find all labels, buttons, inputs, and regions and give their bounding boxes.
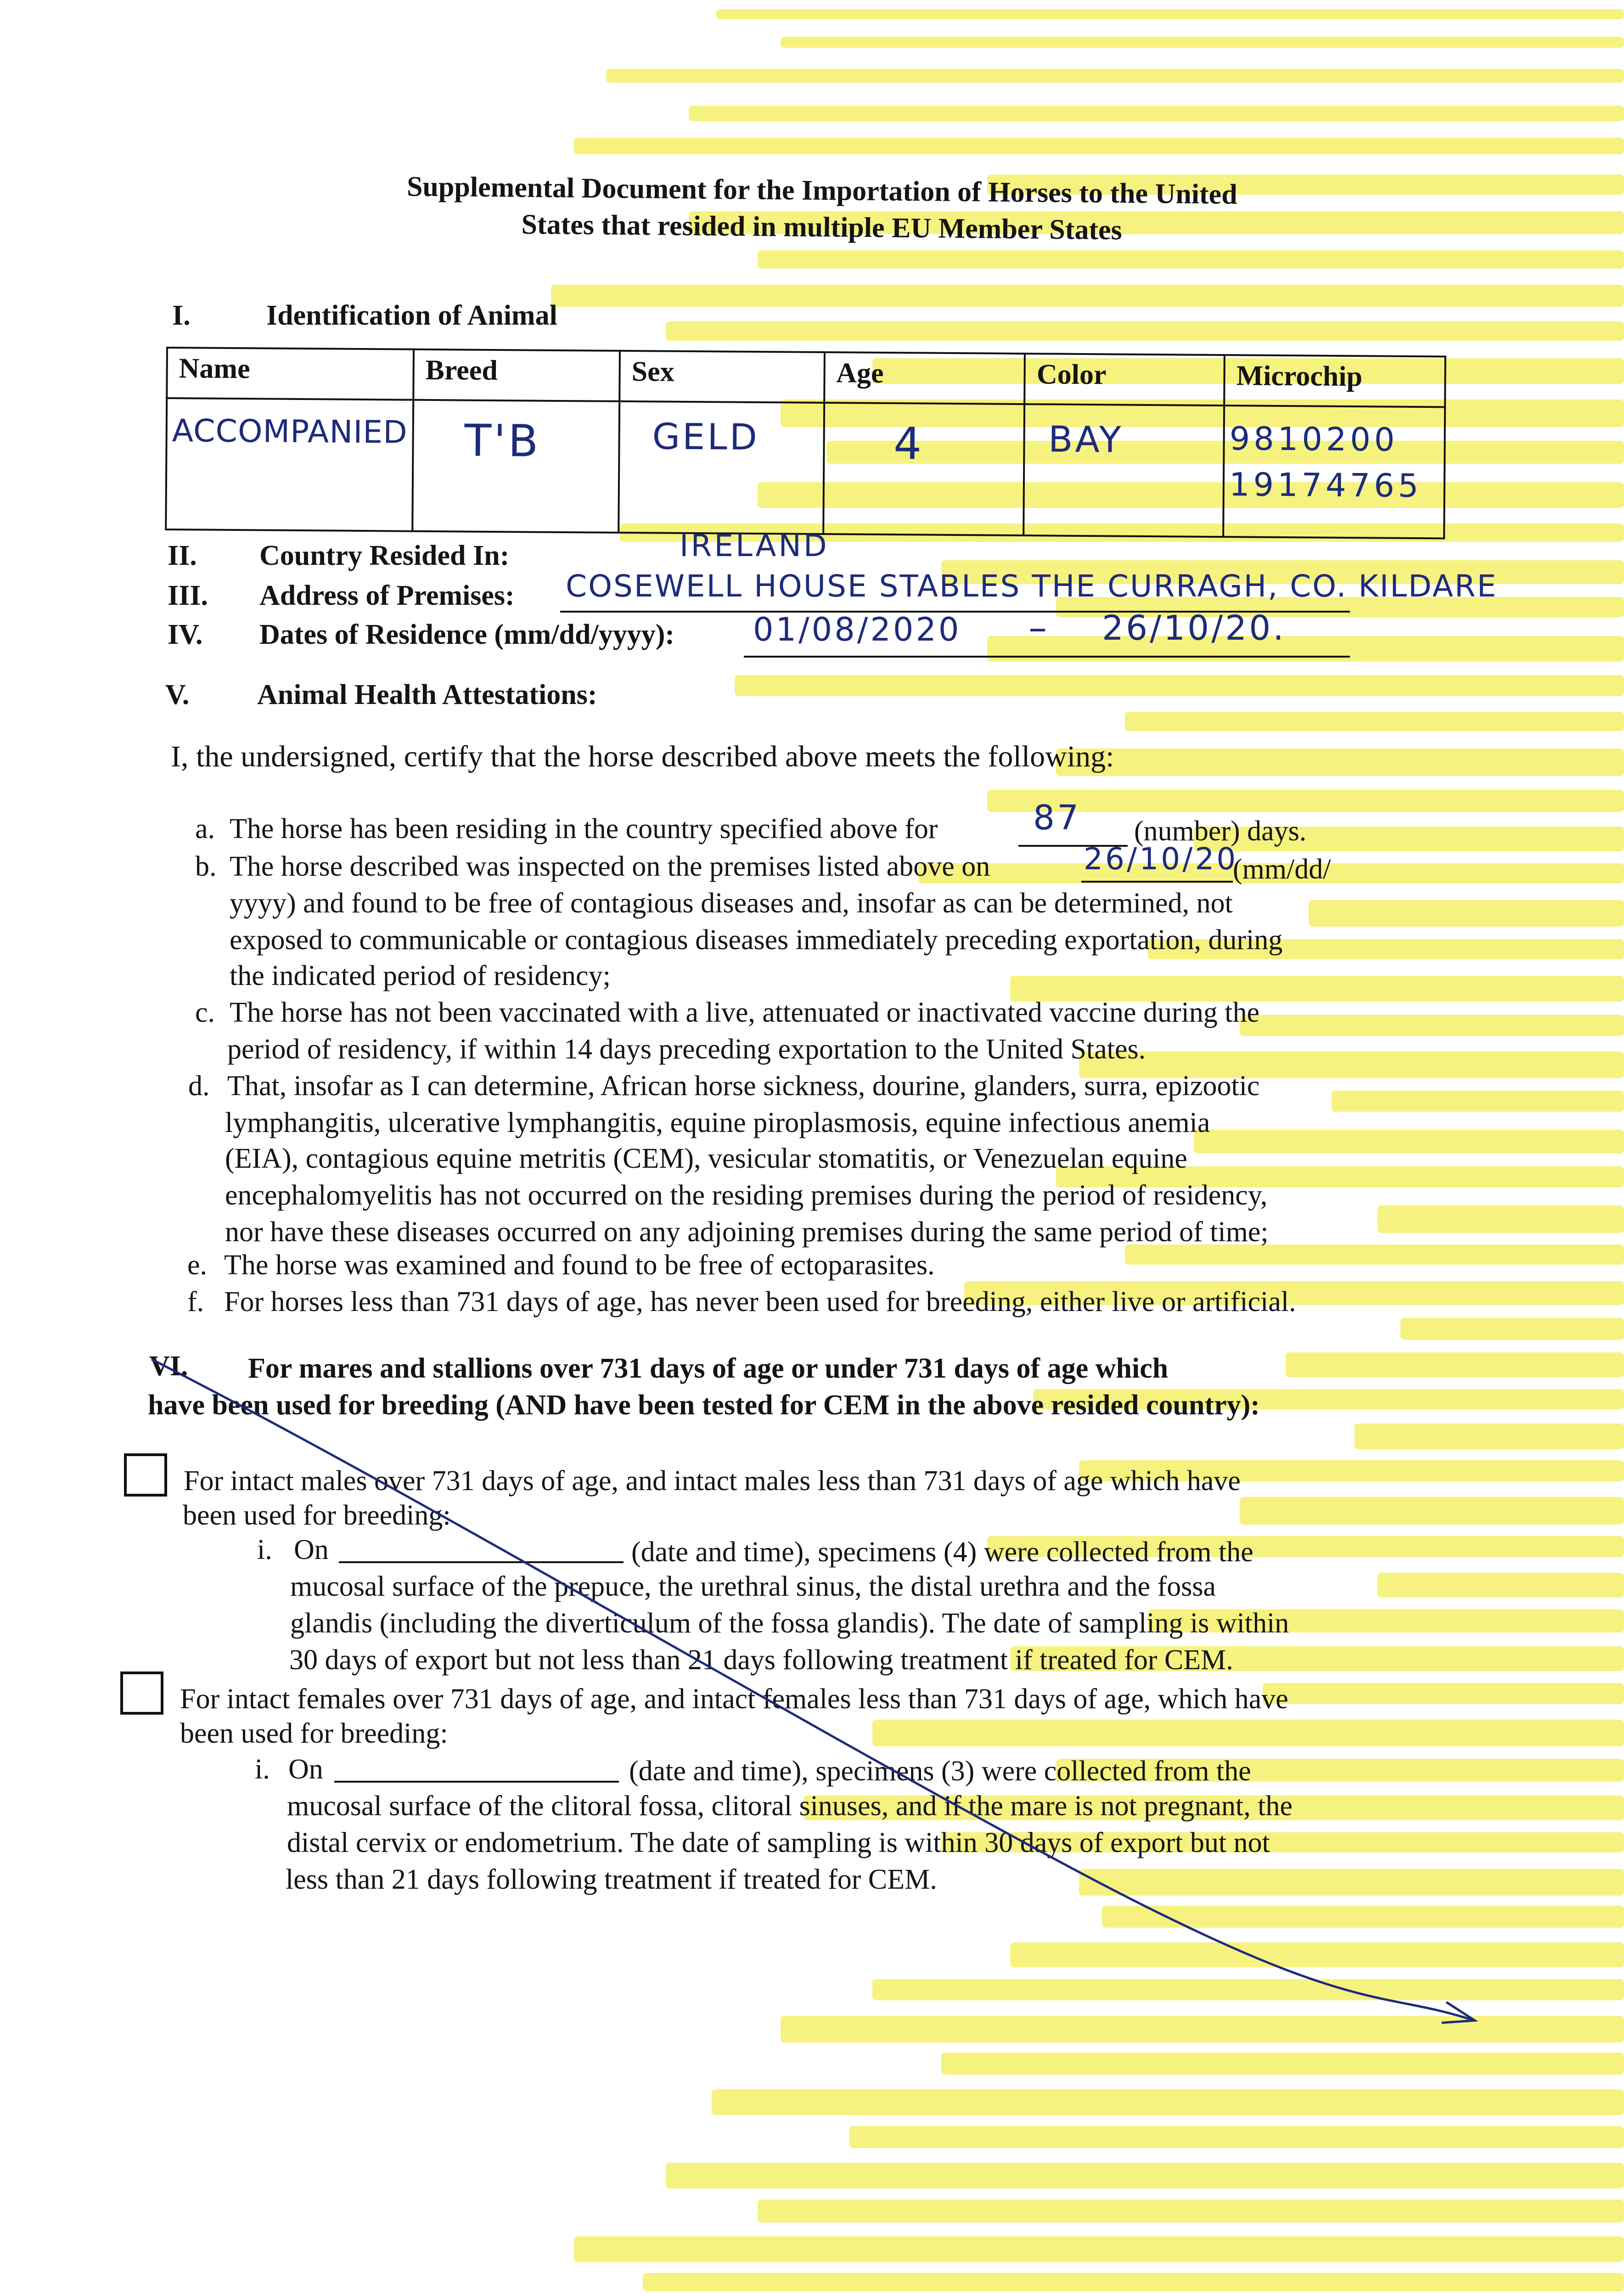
section-iii-label: Address of Premises: — [259, 580, 515, 611]
females-line-1: For intact females over 731 days of age, and intact females less than 731 days of age, which have — [180, 1683, 1288, 1715]
item-b-line-4: the indicated period of residency; — [230, 960, 611, 991]
handwritten-microchip-line-1: 9810200 — [1229, 420, 1399, 459]
males-i-line-3: glandis (including the diverticulum of the fossa glandis). The date of sampling is within — [290, 1608, 1289, 1639]
header-name: Name — [167, 348, 414, 400]
females-i-line-3: distal cervix or endometrium. The date of sampling is within 30 days of export but not — [287, 1827, 1270, 1858]
section-iii-number: III. — [168, 580, 208, 611]
residence-date-dash: – — [1028, 606, 1049, 649]
females-i-line-2: mucosal surface of the clitoral fossa, clitoral sinuses, and if the mare is not pregnant, the — [287, 1790, 1292, 1822]
header-sex: Sex — [619, 351, 824, 403]
item-a-text-end: (number) days. — [1134, 816, 1307, 847]
item-c-line-2: period of residency, if within 14 days preceding exportation to the United States. — [227, 1034, 1146, 1065]
handwritten-age: 4 — [893, 418, 924, 470]
handwritten-color: BAY — [1048, 419, 1124, 461]
item-b-label: b. — [195, 851, 217, 882]
item-e-label: e. — [187, 1249, 208, 1281]
item-c-label: c. — [195, 997, 215, 1028]
header-breed: Breed — [413, 349, 620, 401]
item-d-line-1: That, insofar as I can determine, African horse sickness, dourine, glanders, surra, epizootic — [227, 1070, 1260, 1102]
handwritten-microchip-line-2: 19174765 — [1229, 466, 1422, 505]
section-ii-number: II. — [168, 540, 197, 571]
item-b-line-2: yyyy) and found to be free of contagious diseases and, insofar as can be determined, not — [230, 888, 1233, 919]
males-line-1: For intact males over 731 days of age, and intact males less than 731 days of age which have — [184, 1465, 1241, 1497]
item-d-line-5: nor have these diseases occurred on any adjoining premises during the same period of time; — [225, 1216, 1269, 1248]
item-d-line-2: lymphangitis, ulcerative lymphangitis, equine piroplasmosis, equine infectious anemia — [225, 1107, 1210, 1138]
residence-from-date[interactable]: 01/08/2020 — [753, 611, 961, 648]
item-b-inspection-date[interactable]: 26/10/20 — [1084, 841, 1238, 877]
header-color: Color — [1025, 354, 1225, 405]
section-iv-number: IV. — [168, 619, 203, 650]
item-d-label: d. — [188, 1070, 210, 1102]
item-b-line-1: The horse described was inspected on the premises listed above on — [230, 851, 990, 882]
females-i-line-4: less than 21 days following treatment if treated for CEM. — [286, 1864, 937, 1895]
section-iv-label: Dates of Residence (mm/dd/yyyy): — [259, 619, 675, 650]
country-resided-value[interactable]: IRELAND — [680, 528, 829, 563]
item-b-line-3: exposed to communicable or contagious diseases immediately preceding exportation, during — [230, 924, 1283, 956]
header-microchip: Microchip — [1224, 355, 1445, 407]
males-line-2: been used for breeding: — [183, 1500, 451, 1531]
item-f-text: For horses less than 731 days of age, has never been used for breeding, either live or artificial. — [224, 1286, 1296, 1317]
males-i-label: i. — [257, 1534, 272, 1565]
certify-statement: I, the undersigned, certify that the horse described above meets the following: — [171, 740, 1114, 773]
item-a-label: a. — [195, 813, 215, 844]
item-d-line-4: encephalomyelitis has not occurred on the residing premises during the period of residency, — [225, 1180, 1268, 1211]
item-c-line-1: The horse has not been vaccinated with a live, attenuated or inactivated vaccine during the — [230, 997, 1260, 1028]
males-i-line-1: (date and time), specimens (4) were collected from the — [631, 1536, 1253, 1568]
title-line-1: Supplemental Document for the Importation of Horses to the United — [406, 171, 1238, 210]
males-i-on: On — [294, 1534, 329, 1565]
item-b-line-1-end: (mm/dd/ — [1233, 854, 1331, 885]
section-vi-line-1: For mares and stallions over 731 days of age or under 731 days of age which — [248, 1353, 1169, 1384]
section-vi-number: VI. — [149, 1351, 188, 1382]
section-i-heading: Identification of Animal — [266, 300, 557, 331]
item-a-days-value[interactable]: 87 — [1033, 798, 1081, 838]
females-i-on: On — [288, 1754, 323, 1785]
males-i-line-4: 30 days of export but not less than 21 days following treatment if treated for CEM. — [289, 1644, 1233, 1676]
item-a-text: The horse has been residing in the country specified above for — [230, 813, 938, 844]
header-age: Age — [824, 352, 1025, 404]
item-d-line-3: (EIA), contagious equine metritis (CEM), vesicular stomatitis, or Venezuelan equine — [225, 1143, 1187, 1174]
handwritten-name: ACCOMPANIED — [172, 413, 408, 451]
address-premises-value[interactable]: COSEWELL HOUSE STABLES THE CURRAGH, CO. KILDARE — [566, 568, 1498, 604]
title-line-2: States that resided in multiple EU Member States — [521, 208, 1123, 246]
section-vi-line-2: have been used for breeding (AND have been tested for CEM in the above resided country): — [148, 1390, 1260, 1421]
females-i-line-1: (date and time), specimens (3) were collected from the — [629, 1756, 1251, 1787]
handwritten-breed: T'B — [464, 415, 541, 467]
section-v-heading: Animal Health Attestations: — [257, 679, 597, 710]
males-i-line-2: mucosal surface of the prepuce, the urethral sinus, the distal urethra and the fossa — [290, 1571, 1216, 1602]
residence-to-date[interactable]: 26/10/20. — [1102, 608, 1286, 648]
section-v-number: V. — [165, 679, 190, 710]
females-line-2: been used for breeding: — [180, 1718, 448, 1749]
females-i-label: i. — [255, 1754, 270, 1785]
item-e-text: The horse was examined and found to be free of ectoparasites. — [224, 1249, 935, 1281]
section-vi-strikethrough-line — [152, 1359, 1474, 2020]
section-i-number: I. — [172, 300, 191, 331]
item-f-label: f. — [187, 1286, 204, 1317]
section-ii-label: Country Resided In: — [259, 540, 510, 571]
handwritten-sex: GELD — [652, 416, 760, 459]
